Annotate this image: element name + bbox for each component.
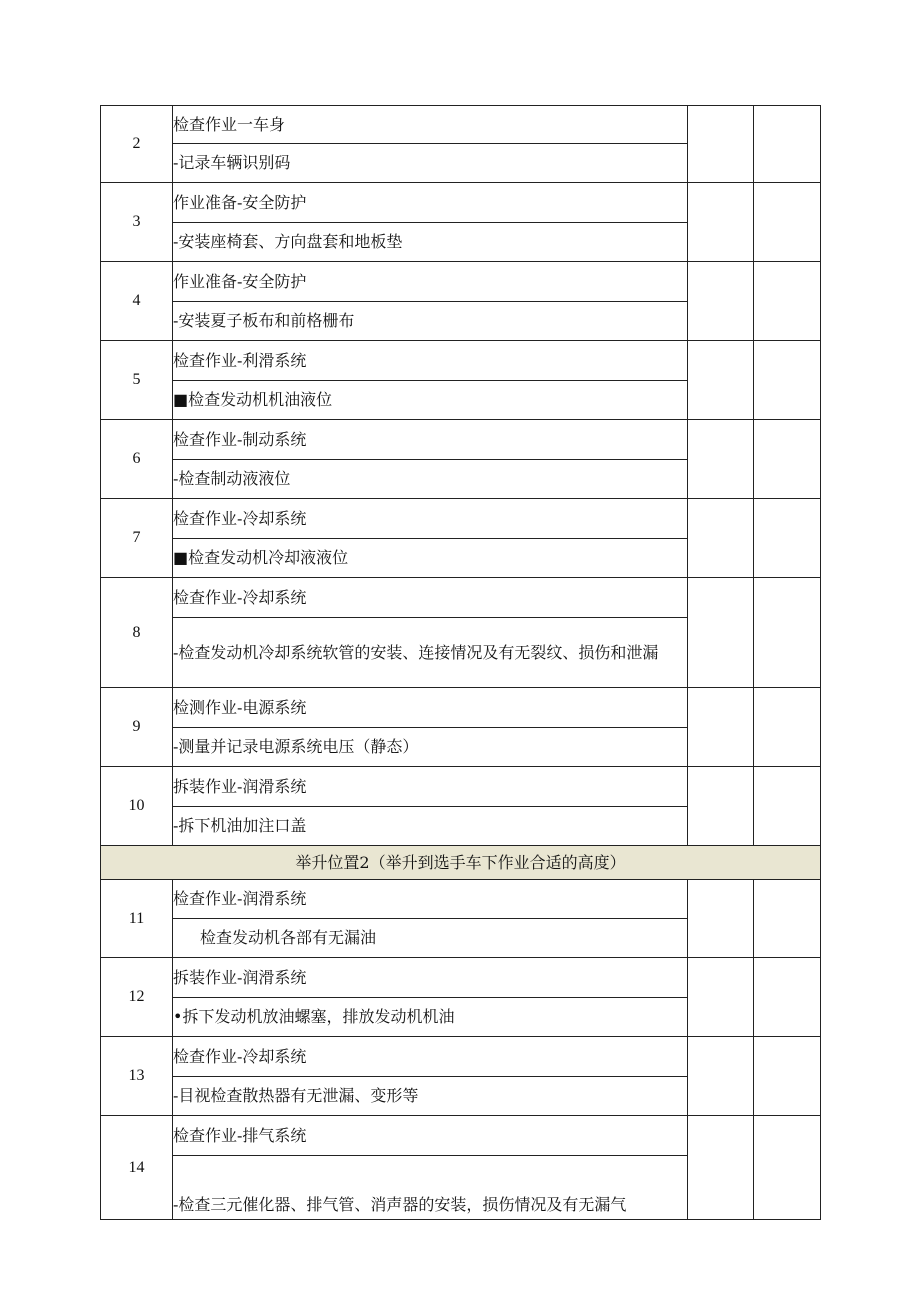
- table-row: [101, 880, 821, 919]
- check-cell[interactable]: [688, 578, 754, 688]
- step-number: 14: [101, 1116, 173, 1220]
- score-cell[interactable]: [754, 578, 821, 688]
- step-detail: -安装座椅套、方向盘套和地板垫: [173, 223, 688, 262]
- table-row: [101, 958, 821, 998]
- section-header-row: [101, 846, 821, 880]
- check-cell[interactable]: [688, 420, 754, 499]
- check-cell[interactable]: [688, 1116, 754, 1220]
- check-cell[interactable]: [688, 183, 754, 262]
- step-title: 作业准备-安全防护: [173, 183, 688, 223]
- step-title: 拆装作业-润滑系统: [173, 958, 688, 998]
- table-row: [101, 767, 821, 807]
- step-number: 7: [101, 499, 173, 578]
- table-row: [101, 341, 821, 381]
- score-cell[interactable]: [754, 420, 821, 499]
- score-cell[interactable]: [754, 767, 821, 846]
- step-detail: -安装夏子板布和前格栅布: [173, 302, 688, 341]
- table-row: [101, 262, 821, 302]
- step-title: 检查作业-冷却系统: [173, 1037, 688, 1077]
- step-number: 12: [101, 958, 173, 1037]
- step-number: 5: [101, 341, 173, 420]
- check-cell[interactable]: [688, 880, 754, 958]
- score-cell[interactable]: [754, 341, 821, 420]
- step-detail: -记录车辆识别码: [173, 144, 688, 183]
- step-detail: -测量并记录电源系统电压（静态）: [173, 728, 688, 767]
- step-title: 检查作业-冷却系统: [173, 499, 688, 539]
- step-title: 检查作业一车身: [173, 106, 688, 144]
- check-cell[interactable]: [688, 767, 754, 846]
- step-detail: ■检查发动机冷却液液位: [173, 539, 688, 578]
- check-cell[interactable]: [688, 106, 754, 183]
- step-title: 拆装作业-润滑系统: [173, 767, 688, 807]
- table-row: [101, 420, 821, 460]
- inspection-checklist-table: [100, 105, 821, 1220]
- step-number: 10: [101, 767, 173, 846]
- step-title: 检测作业-电源系统: [173, 688, 688, 728]
- score-cell[interactable]: [754, 499, 821, 578]
- step-detail: ■检查发动机机油液位: [173, 381, 688, 420]
- check-cell[interactable]: [688, 341, 754, 420]
- score-cell[interactable]: [754, 1116, 821, 1220]
- step-title: 检查作业-利滑系统: [173, 341, 688, 381]
- check-cell[interactable]: [688, 958, 754, 1037]
- step-number: 8: [101, 578, 173, 688]
- step-title: 检查作业-润滑系统: [173, 880, 688, 919]
- step-detail: -检查三元催化器、排气管、消声器的安装，损伤情况及有无漏气: [173, 1156, 688, 1220]
- step-number: 4: [101, 262, 173, 341]
- check-cell[interactable]: [688, 262, 754, 341]
- section-header: 举升位置2（举升到选手车下作业合适的高度）: [101, 846, 821, 880]
- step-detail: -目视检查散热器有无泄漏、变形等: [173, 1077, 688, 1116]
- table-row: [101, 578, 821, 618]
- step-detail: •拆下发动机放油螺塞，排放发动机机油: [173, 998, 688, 1037]
- table-row: [101, 688, 821, 728]
- step-detail: -检查制动液液位: [173, 460, 688, 499]
- check-cell[interactable]: [688, 688, 754, 767]
- step-number: 3: [101, 183, 173, 262]
- score-cell[interactable]: [754, 1037, 821, 1116]
- table-row: [101, 499, 821, 539]
- score-cell[interactable]: [754, 262, 821, 341]
- step-title: 检查作业-冷却系统: [173, 578, 688, 618]
- score-cell[interactable]: [754, 183, 821, 262]
- table-row: [101, 1116, 821, 1156]
- score-cell[interactable]: [754, 688, 821, 767]
- step-title: 检查作业-制动系统: [173, 420, 688, 460]
- step-number: 9: [101, 688, 173, 767]
- step-detail: 检查发动机各部有无漏油: [173, 919, 688, 958]
- step-number: 11: [101, 880, 173, 958]
- score-cell[interactable]: [754, 106, 821, 183]
- check-cell[interactable]: [688, 499, 754, 578]
- step-title: 作业准备-安全防护: [173, 262, 688, 302]
- score-cell[interactable]: [754, 958, 821, 1037]
- table-row: [101, 183, 821, 223]
- score-cell[interactable]: [754, 880, 821, 958]
- step-number: 2: [101, 106, 173, 183]
- step-number: 13: [101, 1037, 173, 1116]
- table-row: [101, 106, 821, 144]
- step-number: 6: [101, 420, 173, 499]
- step-detail: -检查发动机冷却系统软管的安装、连接情况及有无裂纹、损伤和泄漏: [173, 618, 688, 688]
- check-cell[interactable]: [688, 1037, 754, 1116]
- step-detail: -拆下机油加注口盖: [173, 807, 688, 846]
- table-row: [101, 1037, 821, 1077]
- step-title: 检查作业-排气系统: [173, 1116, 688, 1156]
